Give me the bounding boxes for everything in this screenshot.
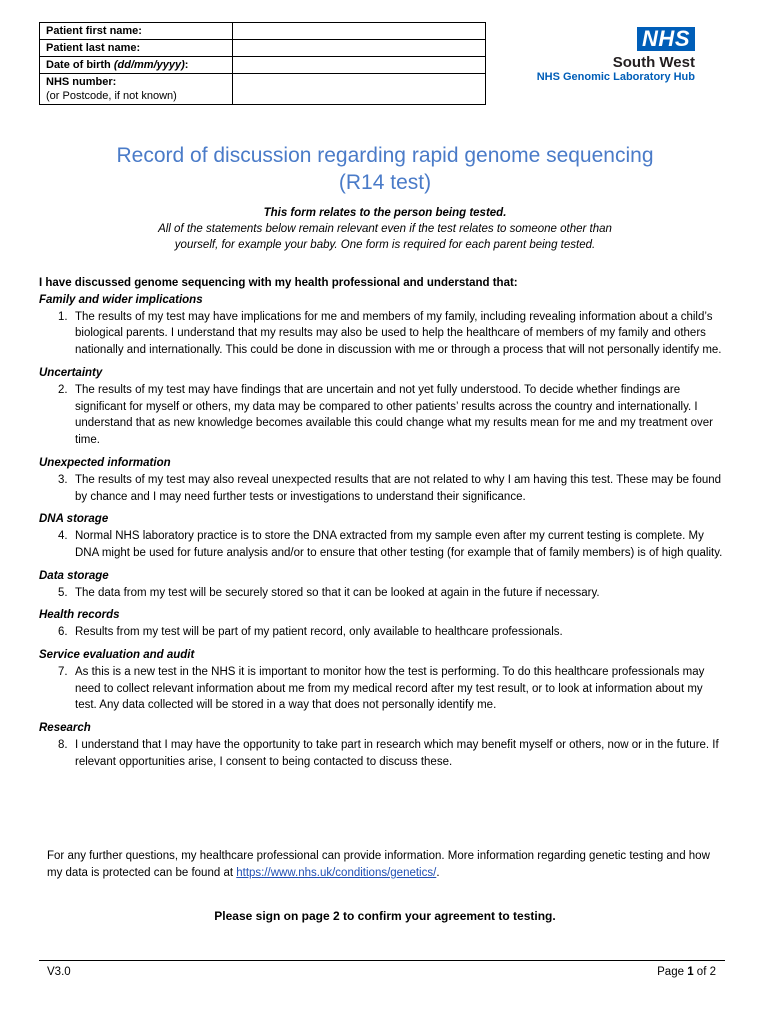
item-text: Normal NHS laboratory practice is to store the DNA extracted from my sample even after my current testing is complete. My DNA might be used for future analysis and/or to ensure that other testing (for example that of family members) is of high quality. [75, 530, 723, 559]
section [39, 365, 724, 449]
section [39, 607, 724, 641]
page-prefix: Page [657, 966, 688, 978]
further-end: . [436, 866, 440, 879]
last-name-field[interactable] [233, 40, 486, 57]
further-information [47, 848, 727, 882]
table-row [40, 74, 486, 105]
list-item [39, 737, 724, 771]
table-row [40, 57, 486, 74]
lead-statement: I have discussed genome sequencing with my health professional and understand that: [39, 277, 518, 289]
page-number [600, 966, 716, 978]
item-text: I understand that I may have the opportunity to take part in research which may benefit myself or others, now or in the future. If relevant opportunities arise, I consent to being contacted to discuss these. [75, 738, 719, 768]
intro-line-3: yourself, for example your baby. One form is required for each parent being tested. [174, 239, 596, 251]
section-heading: Research [39, 722, 91, 735]
list-item [39, 664, 724, 714]
section [39, 292, 724, 359]
version-label: V3.0 [47, 966, 71, 978]
item-text: The results of my test may have findings that are uncertain and not yet fully understood. To decide whether findings are significant for myself or others, my data may be compared to other patients’ results across the country and internationally. I understand that as new knowledge becomes available this could change what my results mean for me and my treatment over time. [75, 383, 713, 447]
item-text: As this is a new test in the NHS it is important to monitor how the test is performing. To do this healthcare professionals may need to collect relevant information about me from my medical record after my test result, or to look at information about my test. Any data collected will be stored in a way that does not personally identify me. [75, 665, 705, 712]
item-number: 3. [58, 473, 68, 486]
intro [0, 205, 770, 253]
list-item [39, 382, 724, 449]
dob-field[interactable] [233, 57, 486, 74]
item-text: The data from my test will be securely stored so that it can be looked at again in the future if necessary. [75, 586, 600, 599]
title-line-2: (R14 test) [338, 171, 432, 194]
section [39, 455, 724, 505]
list-item [39, 528, 724, 562]
nhs-number-field[interactable] [233, 74, 486, 105]
item-text: The results of my test may have implications for me and members of my family, including revealing information about a child’s biological parents. I understand that my results may also be used to help the healthcare of members of my family and others nationally and internationally. This could be done in discussion with me or through a process that will not personally identify me. [75, 310, 722, 357]
title-line-1: Record of discussion regarding rapid genome sequencing [116, 144, 654, 167]
section [39, 511, 724, 561]
section [39, 568, 724, 602]
item-number: 2. [58, 383, 68, 396]
list-item [39, 624, 724, 641]
section-heading: Service evaluation and audit [39, 648, 195, 661]
section-heading: Uncertainty [39, 366, 103, 379]
item-number: 7. [58, 665, 68, 678]
list-item [39, 585, 724, 602]
page-current: 1 [687, 966, 694, 978]
item-number: 5. [58, 586, 68, 599]
section-heading: Data storage [39, 569, 109, 582]
region-name: South West [612, 54, 695, 71]
item-text: Results from my test will be part of my patient record, only available to healthcare professionals. [75, 626, 563, 639]
table-row [40, 40, 486, 57]
first-name-field[interactable] [233, 23, 486, 40]
footer-divider [39, 960, 725, 961]
first-name-label: Patient first name: [40, 23, 233, 40]
dob-label: Date of birth (dd/mm/yyyy): [40, 57, 233, 74]
page-title [0, 142, 770, 196]
nhs-logo-mark: NHS [637, 27, 695, 51]
item-text: The results of my test may also reveal unexpected results that are not related to why I am having this test. These may be found by chance and I may need further tests or investigations to understand their significance. [75, 473, 722, 503]
genetics-link[interactable]: https://www.nhs.uk/conditions/genetics/ [236, 866, 437, 879]
nhs-logo [525, 27, 695, 84]
nhs-number-label: NHS number: [46, 76, 117, 88]
item-number: 6. [58, 626, 68, 639]
intro-line-2: All of the statements below remain relevant even if the test relates to someone other than [158, 223, 612, 235]
list-item [39, 309, 724, 359]
page-mid: of [693, 966, 710, 978]
hub-name: NHS Genomic Laboratory Hub [536, 71, 695, 83]
section-heading: DNA storage [39, 513, 109, 526]
section-heading: Health records [39, 609, 120, 622]
item-number: 4. [58, 530, 68, 543]
page-total: 2 [709, 966, 716, 978]
table-row [40, 23, 486, 40]
intro-line-1: This form relates to the person being tested. [263, 207, 507, 219]
list-item [39, 472, 724, 506]
section [39, 647, 724, 714]
item-number: 1. [58, 310, 68, 323]
section-heading: Family and wider implications [39, 293, 203, 306]
sign-note: Please sign on page 2 to confirm your agreement to testing. [214, 909, 556, 923]
statements [39, 275, 724, 771]
nhs-number-label-cell [40, 74, 233, 105]
further-text: For any further questions, my healthcare professional can provide information. More information regarding genetic testing and how my data is protected can be found at [47, 850, 710, 879]
section [39, 720, 724, 770]
patient-details-table [39, 22, 486, 105]
section-heading: Unexpected information [39, 456, 171, 469]
item-number: 8. [58, 738, 68, 751]
last-name-label: Patient last name: [40, 40, 233, 57]
nhs-number-sub-label: (or Postcode, if not known) [46, 90, 177, 102]
